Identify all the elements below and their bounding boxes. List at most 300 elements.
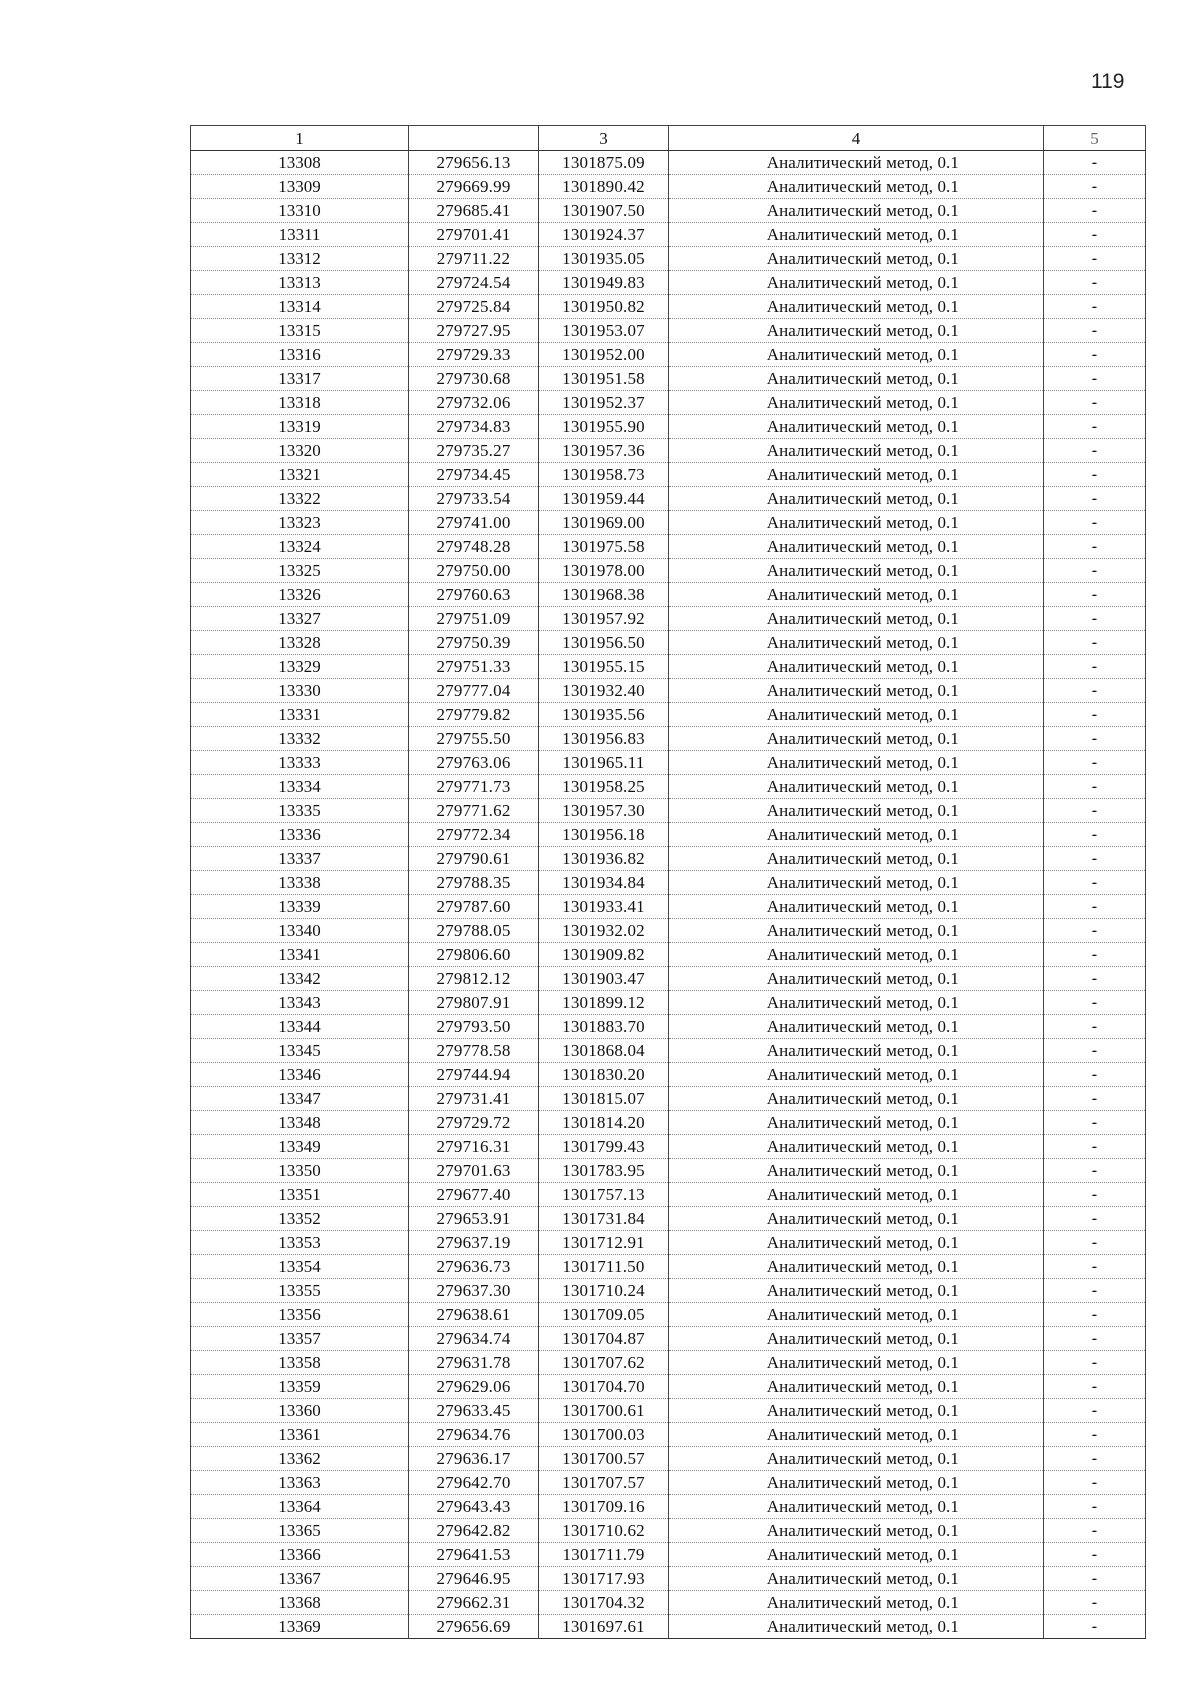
note-cell: -: [1044, 463, 1146, 487]
table-row: [191, 1279, 1146, 1303]
x-coordinate-cell: 279787.60: [409, 895, 539, 919]
point-number-cell: 13336: [191, 823, 409, 847]
method-cell: Аналитический метод, 0.1: [669, 1015, 1044, 1039]
y-coordinate-cell: 1301710.62: [539, 1519, 669, 1543]
point-number-cell: 13328: [191, 631, 409, 655]
note-cell: -: [1044, 247, 1146, 271]
note-cell: -: [1044, 1087, 1146, 1111]
y-coordinate-cell: 1301868.04: [539, 1039, 669, 1063]
table-row: [191, 1159, 1146, 1183]
y-coordinate-cell: 1301968.38: [539, 583, 669, 607]
y-coordinate-cell: 1301712.91: [539, 1231, 669, 1255]
table-row: [191, 1375, 1146, 1399]
note-cell: -: [1044, 1135, 1146, 1159]
note-cell: -: [1044, 1039, 1146, 1063]
table-row: [191, 247, 1146, 271]
method-cell: Аналитический метод, 0.1: [669, 1135, 1044, 1159]
point-number-cell: 13311: [191, 223, 409, 247]
table-row: [191, 1231, 1146, 1255]
note-cell: -: [1044, 1495, 1146, 1519]
method-cell: Аналитический метод, 0.1: [669, 175, 1044, 199]
y-coordinate-cell: 1301955.15: [539, 655, 669, 679]
table-row: [191, 1087, 1146, 1111]
table-row: [191, 271, 1146, 295]
table-row: [191, 223, 1146, 247]
note-cell: -: [1044, 1351, 1146, 1375]
x-coordinate-cell: 279772.34: [409, 823, 539, 847]
note-cell: -: [1044, 1519, 1146, 1543]
y-coordinate-cell: 1301953.07: [539, 319, 669, 343]
y-coordinate-cell: 1301717.93: [539, 1567, 669, 1591]
x-coordinate-cell: 279653.91: [409, 1207, 539, 1231]
point-number-cell: 13315: [191, 319, 409, 343]
note-cell: -: [1044, 367, 1146, 391]
table-row: [191, 631, 1146, 655]
x-coordinate-cell: 279643.43: [409, 1495, 539, 1519]
point-number-cell: 13334: [191, 775, 409, 799]
x-coordinate-cell: 279642.70: [409, 1471, 539, 1495]
note-cell: -: [1044, 727, 1146, 751]
note-cell: -: [1044, 1303, 1146, 1327]
point-number-cell: 13354: [191, 1255, 409, 1279]
point-number-cell: 13330: [191, 679, 409, 703]
y-coordinate-cell: 1301783.95: [539, 1159, 669, 1183]
point-number-cell: 13339: [191, 895, 409, 919]
y-coordinate-cell: 1301959.44: [539, 487, 669, 511]
y-coordinate-cell: 1301956.18: [539, 823, 669, 847]
note-cell: -: [1044, 703, 1146, 727]
x-coordinate-cell: 279777.04: [409, 679, 539, 703]
x-coordinate-cell: 279637.19: [409, 1231, 539, 1255]
note-cell: -: [1044, 343, 1146, 367]
x-coordinate-cell: 279725.84: [409, 295, 539, 319]
method-cell: Аналитический метод, 0.1: [669, 1471, 1044, 1495]
point-number-cell: 13357: [191, 1327, 409, 1351]
method-cell: Аналитический метод, 0.1: [669, 1087, 1044, 1111]
method-cell: Аналитический метод, 0.1: [669, 1111, 1044, 1135]
x-coordinate-cell: 279629.06: [409, 1375, 539, 1399]
y-coordinate-cell: 1301958.73: [539, 463, 669, 487]
note-cell: -: [1044, 775, 1146, 799]
y-coordinate-cell: 1301710.24: [539, 1279, 669, 1303]
table-row: [191, 439, 1146, 463]
point-number-cell: 13344: [191, 1015, 409, 1039]
x-coordinate-cell: 279788.05: [409, 919, 539, 943]
y-coordinate-cell: 1301731.84: [539, 1207, 669, 1231]
note-cell: -: [1044, 583, 1146, 607]
y-coordinate-cell: 1301958.25: [539, 775, 669, 799]
note-cell: -: [1044, 679, 1146, 703]
table-row: [191, 1591, 1146, 1615]
header-col-2: [409, 126, 539, 151]
table-row: [191, 391, 1146, 415]
point-number-cell: 13361: [191, 1423, 409, 1447]
y-coordinate-cell: 1301978.00: [539, 559, 669, 583]
y-coordinate-cell: 1301757.13: [539, 1183, 669, 1207]
method-cell: Аналитический метод, 0.1: [669, 1543, 1044, 1567]
note-cell: -: [1044, 751, 1146, 775]
table-row: [191, 967, 1146, 991]
x-coordinate-cell: 279751.09: [409, 607, 539, 631]
x-coordinate-cell: 279727.95: [409, 319, 539, 343]
method-cell: Аналитический метод, 0.1: [669, 799, 1044, 823]
table-row: [191, 367, 1146, 391]
method-cell: Аналитический метод, 0.1: [669, 439, 1044, 463]
y-coordinate-cell: 1301709.05: [539, 1303, 669, 1327]
y-coordinate-cell: 1301932.40: [539, 679, 669, 703]
point-number-cell: 13345: [191, 1039, 409, 1063]
table-row: [191, 1399, 1146, 1423]
point-number-cell: 13355: [191, 1279, 409, 1303]
method-cell: Аналитический метод, 0.1: [669, 343, 1044, 367]
table-row: [191, 1111, 1146, 1135]
method-cell: Аналитический метод, 0.1: [669, 559, 1044, 583]
table-row: [191, 1039, 1146, 1063]
note-cell: -: [1044, 271, 1146, 295]
point-number-cell: 13368: [191, 1591, 409, 1615]
method-cell: Аналитический метод, 0.1: [669, 487, 1044, 511]
y-coordinate-cell: 1301883.70: [539, 1015, 669, 1039]
y-coordinate-cell: 1301909.82: [539, 943, 669, 967]
x-coordinate-cell: 279631.78: [409, 1351, 539, 1375]
note-cell: -: [1044, 1231, 1146, 1255]
x-coordinate-cell: 279730.68: [409, 367, 539, 391]
method-cell: Аналитический метод, 0.1: [669, 775, 1044, 799]
x-coordinate-cell: 279638.61: [409, 1303, 539, 1327]
y-coordinate-cell: 1301875.09: [539, 151, 669, 175]
table-row: [191, 1255, 1146, 1279]
note-cell: -: [1044, 607, 1146, 631]
method-cell: Аналитический метод, 0.1: [669, 151, 1044, 175]
table-row: [191, 1063, 1146, 1087]
y-coordinate-cell: 1301704.32: [539, 1591, 669, 1615]
header-row: [191, 126, 1146, 151]
y-coordinate-cell: 1301951.58: [539, 367, 669, 391]
method-cell: Аналитический метод, 0.1: [669, 1327, 1044, 1351]
method-cell: Аналитический метод, 0.1: [669, 631, 1044, 655]
method-cell: Аналитический метод, 0.1: [669, 919, 1044, 943]
x-coordinate-cell: 279637.30: [409, 1279, 539, 1303]
note-cell: -: [1044, 175, 1146, 199]
x-coordinate-cell: 279634.74: [409, 1327, 539, 1351]
y-coordinate-cell: 1301704.87: [539, 1327, 669, 1351]
note-cell: -: [1044, 1543, 1146, 1567]
note-cell: -: [1044, 199, 1146, 223]
point-number-cell: 13335: [191, 799, 409, 823]
point-number-cell: 13324: [191, 535, 409, 559]
table-row: [191, 847, 1146, 871]
y-coordinate-cell: 1301936.82: [539, 847, 669, 871]
y-coordinate-cell: 1301957.36: [539, 439, 669, 463]
point-number-cell: 13327: [191, 607, 409, 631]
method-cell: Аналитический метод, 0.1: [669, 271, 1044, 295]
y-coordinate-cell: 1301700.03: [539, 1423, 669, 1447]
x-coordinate-cell: 279711.22: [409, 247, 539, 271]
table-row: [191, 535, 1146, 559]
coordinates-table: [190, 125, 1146, 1639]
table-row: [191, 1471, 1146, 1495]
method-cell: Аналитический метод, 0.1: [669, 1159, 1044, 1183]
point-number-cell: 13338: [191, 871, 409, 895]
x-coordinate-cell: 279701.41: [409, 223, 539, 247]
note-cell: -: [1044, 223, 1146, 247]
y-coordinate-cell: 1301957.92: [539, 607, 669, 631]
table-row: [191, 463, 1146, 487]
y-coordinate-cell: 1301799.43: [539, 1135, 669, 1159]
method-cell: Аналитический метод, 0.1: [669, 1519, 1044, 1543]
method-cell: Аналитический метод, 0.1: [669, 823, 1044, 847]
x-coordinate-cell: 279763.06: [409, 751, 539, 775]
y-coordinate-cell: 1301700.61: [539, 1399, 669, 1423]
y-coordinate-cell: 1301711.79: [539, 1543, 669, 1567]
table-row: [191, 1423, 1146, 1447]
note-cell: -: [1044, 1567, 1146, 1591]
y-coordinate-cell: 1301952.00: [539, 343, 669, 367]
table-row: [191, 1495, 1146, 1519]
note-cell: -: [1044, 991, 1146, 1015]
x-coordinate-cell: 279734.83: [409, 415, 539, 439]
x-coordinate-cell: 279807.91: [409, 991, 539, 1015]
x-coordinate-cell: 279750.00: [409, 559, 539, 583]
x-coordinate-cell: 279634.76: [409, 1423, 539, 1447]
method-cell: Аналитический метод, 0.1: [669, 1183, 1044, 1207]
y-coordinate-cell: 1301934.84: [539, 871, 669, 895]
x-coordinate-cell: 279806.60: [409, 943, 539, 967]
x-coordinate-cell: 279729.33: [409, 343, 539, 367]
y-coordinate-cell: 1301949.83: [539, 271, 669, 295]
method-cell: Аналитический метод, 0.1: [669, 1351, 1044, 1375]
y-coordinate-cell: 1301815.07: [539, 1087, 669, 1111]
point-number-cell: 13353: [191, 1231, 409, 1255]
point-number-cell: 13329: [191, 655, 409, 679]
note-cell: -: [1044, 1063, 1146, 1087]
note-cell: -: [1044, 559, 1146, 583]
x-coordinate-cell: 279755.50: [409, 727, 539, 751]
note-cell: -: [1044, 1399, 1146, 1423]
point-number-cell: 13325: [191, 559, 409, 583]
y-coordinate-cell: 1301707.62: [539, 1351, 669, 1375]
y-coordinate-cell: 1301830.20: [539, 1063, 669, 1087]
method-cell: Аналитический метод, 0.1: [669, 391, 1044, 415]
method-cell: Аналитический метод, 0.1: [669, 535, 1044, 559]
method-cell: Аналитический метод, 0.1: [669, 199, 1044, 223]
x-coordinate-cell: 279677.40: [409, 1183, 539, 1207]
table-row: [191, 679, 1146, 703]
x-coordinate-cell: 279731.41: [409, 1087, 539, 1111]
table-row: [191, 295, 1146, 319]
x-coordinate-cell: 279669.99: [409, 175, 539, 199]
x-coordinate-cell: 279662.31: [409, 1591, 539, 1615]
method-cell: Аналитический метод, 0.1: [669, 871, 1044, 895]
y-coordinate-cell: 1301935.56: [539, 703, 669, 727]
method-cell: Аналитический метод, 0.1: [669, 967, 1044, 991]
point-number-cell: 13364: [191, 1495, 409, 1519]
note-cell: -: [1044, 823, 1146, 847]
note-cell: -: [1044, 847, 1146, 871]
table-row: [191, 343, 1146, 367]
x-coordinate-cell: 279641.53: [409, 1543, 539, 1567]
method-cell: Аналитический метод, 0.1: [669, 679, 1044, 703]
note-cell: -: [1044, 1279, 1146, 1303]
point-number-cell: 13319: [191, 415, 409, 439]
note-cell: -: [1044, 1615, 1146, 1639]
point-number-cell: 13321: [191, 463, 409, 487]
note-cell: -: [1044, 1255, 1146, 1279]
x-coordinate-cell: 279744.94: [409, 1063, 539, 1087]
method-cell: Аналитический метод, 0.1: [669, 415, 1044, 439]
note-cell: -: [1044, 1375, 1146, 1399]
method-cell: Аналитический метод, 0.1: [669, 1039, 1044, 1063]
y-coordinate-cell: 1301924.37: [539, 223, 669, 247]
table-row: [191, 319, 1146, 343]
table-row: [191, 175, 1146, 199]
x-coordinate-cell: 279790.61: [409, 847, 539, 871]
y-coordinate-cell: 1301711.50: [539, 1255, 669, 1279]
note-cell: -: [1044, 1159, 1146, 1183]
point-number-cell: 13350: [191, 1159, 409, 1183]
method-cell: Аналитический метод, 0.1: [669, 1591, 1044, 1615]
point-number-cell: 13313: [191, 271, 409, 295]
table-row: [191, 775, 1146, 799]
y-coordinate-cell: 1301952.37: [539, 391, 669, 415]
y-coordinate-cell: 1301814.20: [539, 1111, 669, 1135]
note-cell: -: [1044, 487, 1146, 511]
note-cell: -: [1044, 895, 1146, 919]
table-row: [191, 607, 1146, 631]
method-cell: Аналитический метод, 0.1: [669, 511, 1044, 535]
method-cell: Аналитический метод, 0.1: [669, 655, 1044, 679]
method-cell: Аналитический метод, 0.1: [669, 1207, 1044, 1231]
note-cell: -: [1044, 655, 1146, 679]
note-cell: -: [1044, 319, 1146, 343]
method-cell: Аналитический метод, 0.1: [669, 1567, 1044, 1591]
x-coordinate-cell: 279656.69: [409, 1615, 539, 1639]
y-coordinate-cell: 1301890.42: [539, 175, 669, 199]
point-number-cell: 13362: [191, 1447, 409, 1471]
y-coordinate-cell: 1301697.61: [539, 1615, 669, 1639]
note-cell: -: [1044, 1423, 1146, 1447]
y-coordinate-cell: 1301957.30: [539, 799, 669, 823]
point-number-cell: 13317: [191, 367, 409, 391]
point-number-cell: 13332: [191, 727, 409, 751]
point-number-cell: 13348: [191, 1111, 409, 1135]
point-number-cell: 13314: [191, 295, 409, 319]
point-number-cell: 13366: [191, 1543, 409, 1567]
page-number: 119: [1091, 70, 1125, 93]
table-row: [191, 559, 1146, 583]
header-col-3: 3: [539, 126, 669, 151]
method-cell: Аналитический метод, 0.1: [669, 295, 1044, 319]
table-row: [191, 991, 1146, 1015]
point-number-cell: 13356: [191, 1303, 409, 1327]
note-cell: -: [1044, 967, 1146, 991]
method-cell: Аналитический метод, 0.1: [669, 367, 1044, 391]
y-coordinate-cell: 1301969.00: [539, 511, 669, 535]
note-cell: -: [1044, 1207, 1146, 1231]
y-coordinate-cell: 1301950.82: [539, 295, 669, 319]
x-coordinate-cell: 279771.73: [409, 775, 539, 799]
note-cell: -: [1044, 151, 1146, 175]
point-number-cell: 13358: [191, 1351, 409, 1375]
table-row: [191, 655, 1146, 679]
note-cell: -: [1044, 535, 1146, 559]
note-cell: -: [1044, 511, 1146, 535]
note-cell: -: [1044, 415, 1146, 439]
method-cell: Аналитический метод, 0.1: [669, 751, 1044, 775]
point-number-cell: 13369: [191, 1615, 409, 1639]
method-cell: Аналитический метод, 0.1: [669, 247, 1044, 271]
point-number-cell: 13352: [191, 1207, 409, 1231]
point-number-cell: 13326: [191, 583, 409, 607]
point-number-cell: 13359: [191, 1375, 409, 1399]
point-number-cell: 13363: [191, 1471, 409, 1495]
x-coordinate-cell: 279724.54: [409, 271, 539, 295]
table-row: [191, 919, 1146, 943]
point-number-cell: 13331: [191, 703, 409, 727]
point-number-cell: 13337: [191, 847, 409, 871]
y-coordinate-cell: 1301956.50: [539, 631, 669, 655]
x-coordinate-cell: 279701.63: [409, 1159, 539, 1183]
table-row: [191, 1543, 1146, 1567]
table-row: [191, 1567, 1146, 1591]
point-number-cell: 13323: [191, 511, 409, 535]
table-row: [191, 943, 1146, 967]
x-coordinate-cell: 279685.41: [409, 199, 539, 223]
y-coordinate-cell: 1301933.41: [539, 895, 669, 919]
method-cell: Аналитический метод, 0.1: [669, 991, 1044, 1015]
method-cell: Аналитический метод, 0.1: [669, 943, 1044, 967]
x-coordinate-cell: 279812.12: [409, 967, 539, 991]
y-coordinate-cell: 1301956.83: [539, 727, 669, 751]
point-number-cell: 13347: [191, 1087, 409, 1111]
x-coordinate-cell: 279656.13: [409, 151, 539, 175]
table-row: [191, 511, 1146, 535]
point-number-cell: 13320: [191, 439, 409, 463]
point-number-cell: 13341: [191, 943, 409, 967]
method-cell: Аналитический метод, 0.1: [669, 463, 1044, 487]
point-number-cell: 13322: [191, 487, 409, 511]
y-coordinate-cell: 1301707.57: [539, 1471, 669, 1495]
table-row: [191, 727, 1146, 751]
table-row: [191, 1519, 1146, 1543]
table-row: [191, 1015, 1146, 1039]
point-number-cell: 13342: [191, 967, 409, 991]
method-cell: Аналитический метод, 0.1: [669, 223, 1044, 247]
note-cell: -: [1044, 1471, 1146, 1495]
table-row: [191, 199, 1146, 223]
x-coordinate-cell: 279771.62: [409, 799, 539, 823]
y-coordinate-cell: 1301935.05: [539, 247, 669, 271]
method-cell: Аналитический метод, 0.1: [669, 1303, 1044, 1327]
note-cell: -: [1044, 1183, 1146, 1207]
table-row: [191, 823, 1146, 847]
note-cell: -: [1044, 439, 1146, 463]
note-cell: -: [1044, 295, 1146, 319]
x-coordinate-cell: 279633.45: [409, 1399, 539, 1423]
note-cell: -: [1044, 799, 1146, 823]
y-coordinate-cell: 1301700.57: [539, 1447, 669, 1471]
y-coordinate-cell: 1301907.50: [539, 199, 669, 223]
note-cell: -: [1044, 1447, 1146, 1471]
x-coordinate-cell: 279778.58: [409, 1039, 539, 1063]
x-coordinate-cell: 279760.63: [409, 583, 539, 607]
x-coordinate-cell: 279642.82: [409, 1519, 539, 1543]
table-row: [191, 583, 1146, 607]
x-coordinate-cell: 279716.31: [409, 1135, 539, 1159]
note-cell: -: [1044, 631, 1146, 655]
method-cell: Аналитический метод, 0.1: [669, 583, 1044, 607]
point-number-cell: 13318: [191, 391, 409, 415]
